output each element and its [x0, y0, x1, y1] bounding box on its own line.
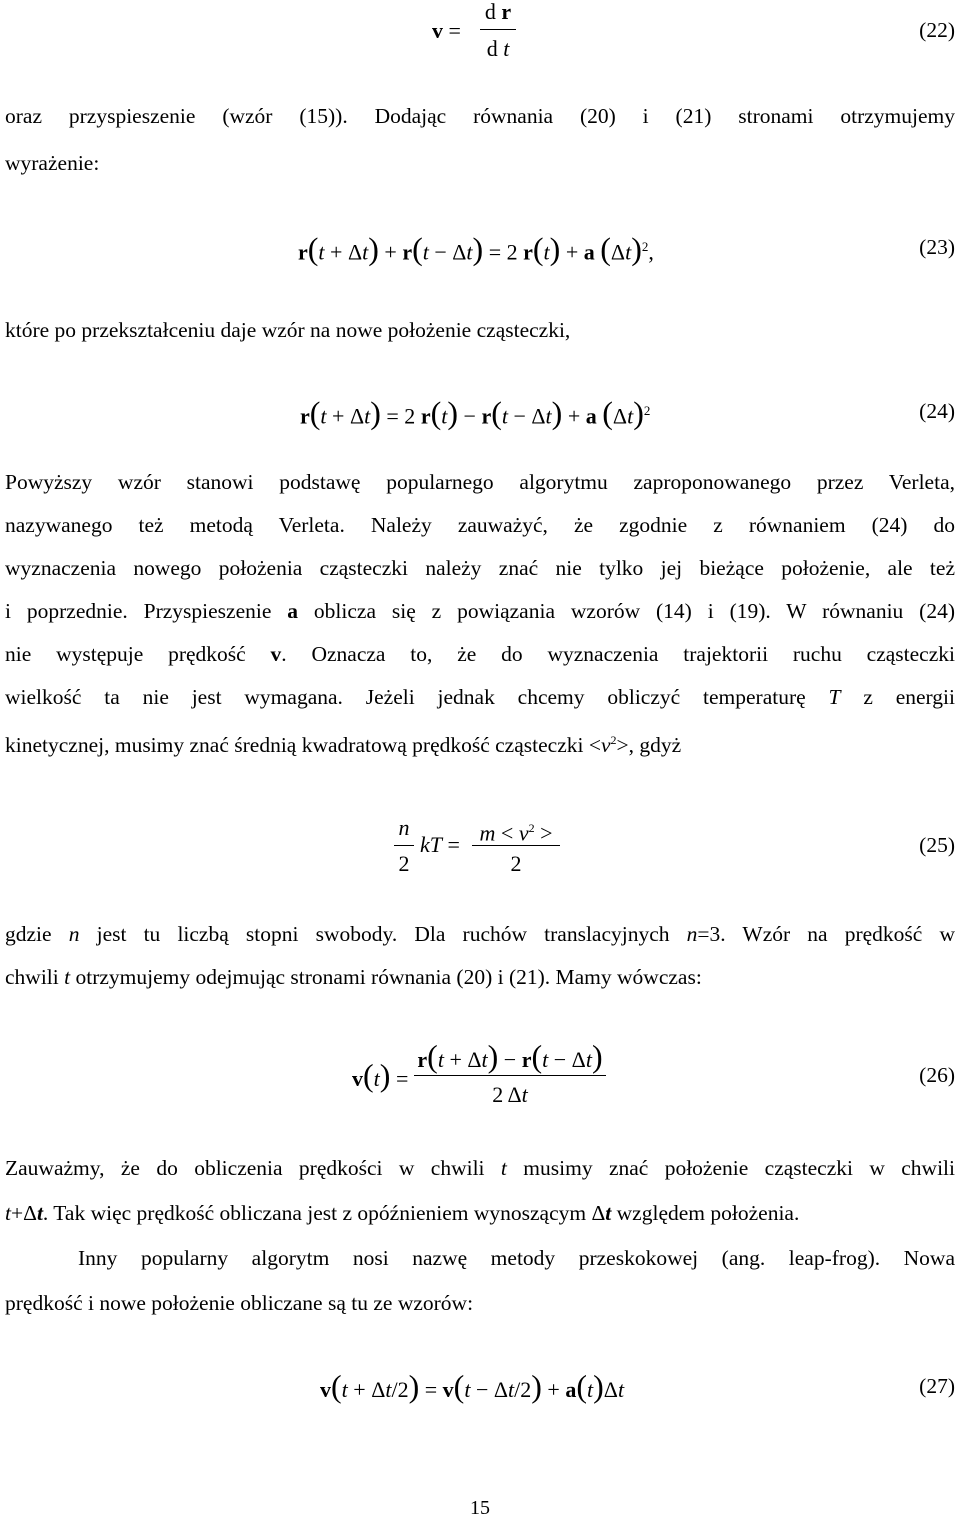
paragraph-line: kinetycznej, musimy znać średnią kwadratową prędkość cząsteczki $<v^2>$, gdyż — [5, 733, 682, 758]
paragraph-line: t+Δt. Tak więc prędkość obliczana jest z opóźnieniem wynoszącym Δt względem położenia. — [5, 1201, 800, 1225]
paragraph-line: Inny popularny algorytm nosi nazwę metody przeskokowej (ang. leap-frog). Nowa — [78, 1246, 955, 1270]
equation-number: (25) — [919, 833, 955, 857]
equation-number: (22) — [919, 18, 955, 42]
paragraph-line: wyznaczenia nowego położenia cząsteczki należy znać nie tylko jej bieżące położenie, ale też — [5, 556, 955, 580]
paragraph-line: Powyższy wzór stanowi podstawę popularnego algorytmu zaproponowanego przez Verleta, — [5, 470, 955, 494]
equation-number: (24) — [919, 399, 955, 423]
equation-number: (27) — [919, 1374, 955, 1398]
equation-number: (26) — [919, 1063, 955, 1087]
paragraph-line: Zauważmy, że do obliczenia prędkości w chwili t musimy znać położenie cząsteczki w chwili — [5, 1156, 955, 1180]
paragraph-line: prędkość i nowe położenie obliczane są tu ze wzorów: — [5, 1291, 474, 1315]
equation-number: (23) — [919, 235, 955, 259]
paragraph-line: wielkość ta nie jest wymagana. Jeżeli jednak chcemy obliczyć temperaturę T z energii — [5, 685, 955, 709]
paragraph-line: nazywanego też metodą Verleta. Należy zauważyć, że zgodnie z równaniem (24) do — [5, 513, 955, 537]
page-number: 15 — [470, 1497, 490, 1519]
paragraph-line: wyrażenie: — [5, 151, 100, 175]
paragraph-line: które po przekształceniu daje wzór na nowe położenie cząsteczki, — [5, 318, 571, 342]
paragraph-line: gdzie n jest tu liczbą stopni swobody. Dla ruchów translacyjnych n=3. Wzór na prędkość w — [5, 922, 956, 946]
paragraph-line: oraz przyspieszenie (wzór (15)). Dodając równania (20) i (21) stronami otrzymujemy — [5, 104, 955, 128]
paragraph-line: i poprzednie. Przyspieszenie a oblicza się z powiązania wzorów (14) i (19). W równaniu (24) — [5, 599, 955, 623]
paragraph-line: chwili t otrzymujemy odejmując stronami równania (20) i (21). Mamy wówczas: — [5, 965, 702, 989]
paragraph-line: nie występuje prędkość v. Oznacza to, że do wyznaczenia trajektorii ruchu cząsteczki — [5, 642, 955, 666]
